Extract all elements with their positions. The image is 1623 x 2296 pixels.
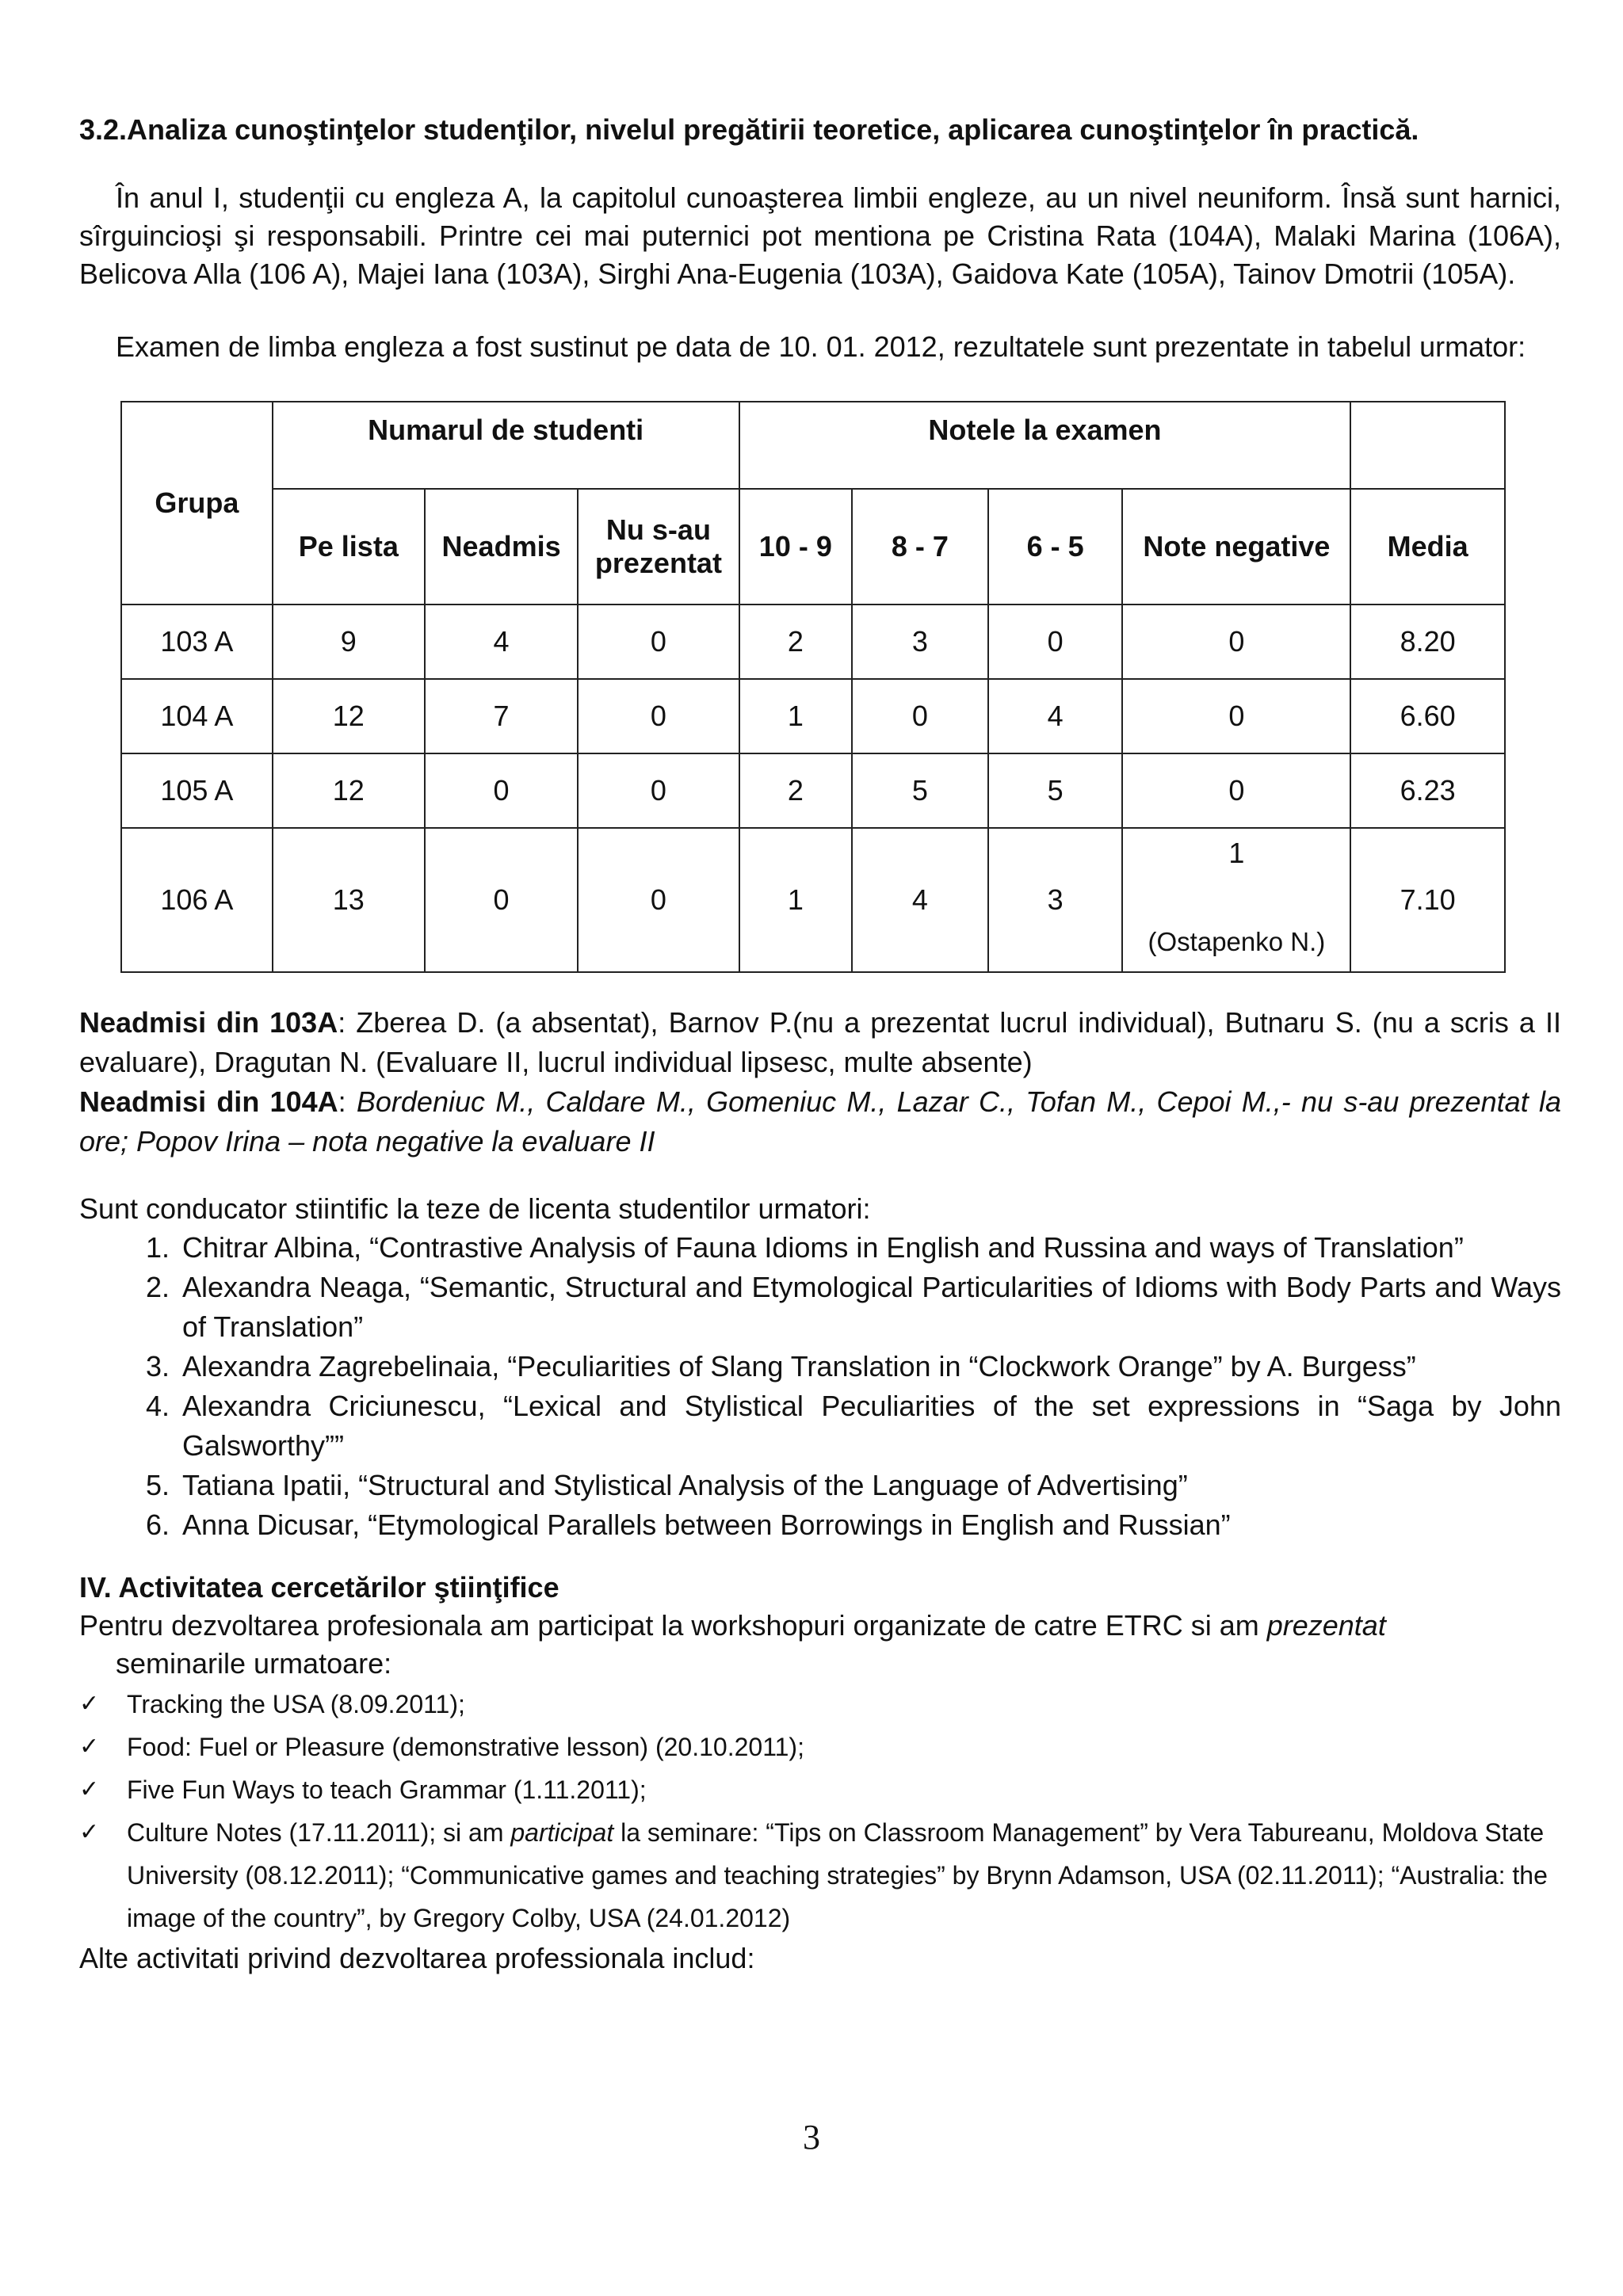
cell-media: 6.60 xyxy=(1350,679,1505,753)
seminar-text: Five Fun Ways to teach Grammar (1.11.2011); xyxy=(127,1775,647,1804)
cell-10-9: 1 xyxy=(739,828,852,972)
cell-nu-prezentat: 0 xyxy=(578,679,739,753)
intro-paragraph: În anul I, studenţii cu engleza A, la capitolul cunoaşterea limbii engleze, au un nivel neuniform. Însă sunt harnici, sîrguincioşi şi responsabili. Printre cei mai puternici pot mentiona pe Cristina Rata (104A), Malaki Marina (106A), Belicova Alla (106 A), Majei Iana (103A), Sirghi Ana-Eugenia (103A), Gaidova Kate (105A), Tainov Dmotrii (105A). xyxy=(79,181,1561,290)
cell-pe-lista: 9 xyxy=(273,605,425,679)
header-empty xyxy=(1350,402,1505,489)
neadmisi-104-text: Bordeniuc M., Caldare M., Gomeniuc M., Lazar C., Tofan M., Cepoi M.,- nu s-au prezentat la ore; Popov Irina – nota negative la evaluare II xyxy=(79,1085,1561,1158)
list-item: 4. Alexandra Criciunescu, “Lexical and Stylistical Peculiarities of the set expressions in “Saga by John Galsworthy”” xyxy=(178,1386,1561,1466)
cell-10-9: 1 xyxy=(739,679,852,753)
check-icon: ✓ xyxy=(79,1819,100,1845)
cell-pe-lista: 13 xyxy=(273,828,425,972)
header-neadmis: Neadmis xyxy=(425,489,578,605)
section4-title: IV. Activitatea cercetărilor ştiinţifice xyxy=(79,1571,559,1604)
negative-count: 1 xyxy=(1228,837,1245,869)
list-item: 3. Alexandra Zagrebelinaia, “Peculiarities of Slang Translation in “Clockwork Orange” by A. Burgess” xyxy=(178,1347,1561,1386)
seminar-em: participat xyxy=(510,1818,614,1847)
cell-6-5: 5 xyxy=(988,753,1123,828)
header-10-9: 10 - 9 xyxy=(739,489,852,605)
seminar-text: Tracking the USA (8.09.2011); xyxy=(127,1690,465,1718)
cell-8-7: 4 xyxy=(852,828,988,972)
cell-neadmis: 4 xyxy=(425,605,578,679)
cell-media: 6.23 xyxy=(1350,753,1505,828)
cell-negative xyxy=(1122,828,1350,972)
header-nu-sau-prezentat: Nu s-au prezentat xyxy=(578,489,739,605)
seminars-list xyxy=(79,1683,1561,1939)
list-item xyxy=(79,1683,1561,1726)
table-row xyxy=(121,605,1505,679)
exam-paragraph: Examen de limba engleza a fost sustinut pe data de 10. 01. 2012, rezultatele sunt prezentate in tabelul urmator: xyxy=(116,330,1526,363)
cell-8-7: 0 xyxy=(852,679,988,753)
cell-nu-prezentat: 0 xyxy=(578,605,739,679)
list-item xyxy=(79,1726,1561,1768)
neadmisi-103-note xyxy=(79,1003,1561,1082)
check-icon: ✓ xyxy=(79,1691,100,1717)
section4-intro-text: Pentru dezvoltarea profesionala am participat la workshopuri organizate de catre ETRC si am xyxy=(79,1609,1267,1642)
section4-intro-em: prezentat xyxy=(1266,1609,1386,1642)
neadmisi-103-label: Neadmisi din 103A xyxy=(79,1006,338,1039)
cell-grupa: 104 A xyxy=(121,679,273,753)
list-item: 2. Alexandra Neaga, “Semantic, Structural and Etymological Particularities of Idioms with Body Parts and Ways of Translation” xyxy=(178,1268,1561,1347)
list-item xyxy=(79,1811,1561,1939)
header-students: Numarul de studenti xyxy=(273,402,739,489)
cell-nu-prezentat: 0 xyxy=(578,753,739,828)
page-number: 3 xyxy=(803,2118,820,2157)
cell-6-5: 4 xyxy=(988,679,1123,753)
seminar-text: Food: Fuel or Pleasure (demonstrative lesson) (20.10.2011); xyxy=(127,1733,804,1761)
header-media: Media xyxy=(1350,489,1505,605)
neadmisi-104-note xyxy=(79,1082,1561,1161)
cell-6-5: 3 xyxy=(988,828,1123,972)
seminar-text-after: la seminare: “Tips on Classroom Management” by Vera Tabureanu, Moldova State University (08.12.2011); “Communicative games and teaching strategies” by Brynn Adamson, USA (02.11.2011); “Australia: the image of the country”, by Gregory Colby, USA (24.01.2012) xyxy=(127,1818,1548,1932)
seminar-text: Culture Notes (17.11.2011); si am xyxy=(127,1818,511,1847)
cell-media: 7.10 xyxy=(1350,828,1505,972)
cell-6-5: 0 xyxy=(988,605,1123,679)
cell-grupa: 103 A xyxy=(121,605,273,679)
header-grades: Notele la examen xyxy=(739,402,1351,489)
cell-negative: 0 xyxy=(1122,605,1350,679)
document-page xyxy=(79,111,1561,1978)
neadmisi-104-label: Neadmisi din 104A xyxy=(79,1085,338,1118)
cell-neadmis: 0 xyxy=(425,753,578,828)
list-item xyxy=(79,1768,1561,1811)
neadmisi-104-sep: : xyxy=(338,1085,357,1118)
exam-results-table xyxy=(120,401,1506,973)
cell-media: 8.20 xyxy=(1350,605,1505,679)
list-item: 5. Tatiana Ipatii, “Structural and Stylistical Analysis of the Language of Advertising” xyxy=(178,1466,1561,1505)
section-title: 3.2.Analiza cunoştinţelor studenţilor, nivelul pregătirii teoretice, aplicarea cunoştinţelor în practică. xyxy=(79,113,1419,146)
table-row xyxy=(121,679,1505,753)
cell-negative: 0 xyxy=(1122,753,1350,828)
header-6-5: 6 - 5 xyxy=(988,489,1123,605)
check-icon: ✓ xyxy=(79,1733,100,1760)
cell-pe-lista: 12 xyxy=(273,753,425,828)
cell-grupa: 105 A xyxy=(121,753,273,828)
cell-pe-lista: 12 xyxy=(273,679,425,753)
header-note-negative: Note negative xyxy=(1122,489,1350,605)
check-icon: ✓ xyxy=(79,1776,100,1802)
cell-10-9: 2 xyxy=(739,753,852,828)
cell-neadmis: 7 xyxy=(425,679,578,753)
cell-nu-prezentat: 0 xyxy=(578,828,739,972)
section4-intro xyxy=(79,1607,1561,1645)
cell-8-7: 3 xyxy=(852,605,988,679)
theses-list xyxy=(79,1228,1561,1545)
cell-neadmis: 0 xyxy=(425,828,578,972)
list-item: 1. Chitrar Albina, “Contrastive Analysis of Fauna Idioms in English and Russina and ways of Translation” xyxy=(178,1228,1561,1268)
section4-intro-line2: seminarile urmatoare: xyxy=(116,1647,392,1680)
header-pe-lista: Pe lista xyxy=(273,489,425,605)
closing-line: Alte activitati privind dezvoltarea professionala includ: xyxy=(79,1942,755,1974)
neadmisi-103-text: : Zberea D. (a absentat), Barnov P.(nu a prezentat lucrul individual), Butnaru S. (nu a scris a II evaluare), Dragutan N. (Evaluare II, lucrul individual lipsesc, multe absente) xyxy=(79,1006,1561,1078)
negative-student-note: (Ostapenko N.) xyxy=(1148,927,1326,956)
table-row xyxy=(121,753,1505,828)
header-8-7: 8 - 7 xyxy=(852,489,988,605)
list-item: 6. Anna Dicusar, “Etymological Parallels between Borrowings in English and Russian” xyxy=(178,1505,1561,1545)
supervisor-intro: Sunt conducator stiintific la teze de licenta studentilor urmatori: xyxy=(79,1192,871,1225)
cell-grupa: 106 A xyxy=(121,828,273,972)
header-grupa: Grupa xyxy=(121,402,273,605)
cell-8-7: 5 xyxy=(852,753,988,828)
table-row xyxy=(121,828,1505,972)
cell-negative: 0 xyxy=(1122,679,1350,753)
cell-10-9: 2 xyxy=(739,605,852,679)
